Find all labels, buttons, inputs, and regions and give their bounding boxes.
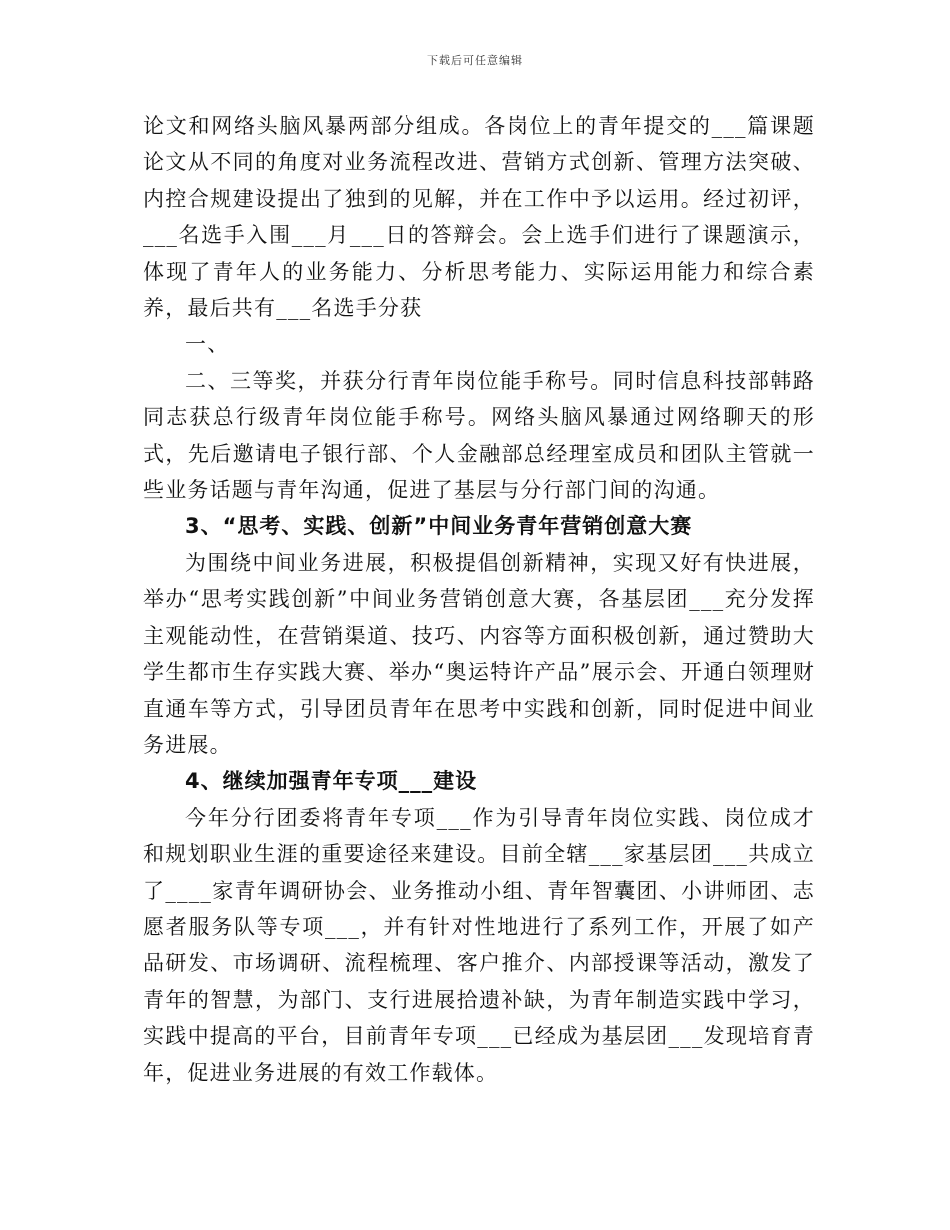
paragraph-awards: 二、三等奖，并获分行青年岗位能手称号。同时信息科技部韩路同志获总行级青年岗位能手称号。网络头脑风暴通过网络聊天的形式，先后邀请电子银行部、个人金融部总经理室成员和团队主管就一些业务话题与青年沟通，促进了基层与分行部门间的沟通。 (143, 368, 815, 503)
list-marker-one: 一、 (185, 332, 230, 357)
paragraph-projects: 今年分行团委将青年专项___作为引导青年岗位实践、岗位成才和规划职业生涯的重要途径来建设。目前全辖___家基层团___共成立了____家青年调研协会、业务推动小组、青年智囊团、小讲师团、志愿者服务队等专项___，并有针对性地进行了系列工作，开展了如产品研发、市场调研、流程梳理、客户推介、内部授课等活动，激发了青年的智慧，为部门、支行进展拾遗补缺，为青年制造实践中学习，实践中提高的平台，目前青年专项___已经成为基层团___发现培育青年，促进业务进展的有效工作载体。 (143, 805, 815, 1085)
paragraph-continued: 论文和网络头脑风暴两部分组成。各岗位上的青年提交的___篇课题论文从不同的角度对业务流程改进、营销方式创新、管理方法突破、内控合规建设提出了独到的见解，并在工作中予以运用。经过初评，___名选手入围___月___日的答辩会。会上选手们进行了课题演示，体现了青年人的业务能力、分析思考能力、实际运用能力和综合素养，最后共有___名选手分获 (143, 114, 815, 321)
header-note: 下载后可任意编辑 (427, 54, 523, 67)
document-body (143, 108, 815, 1091)
section-heading-3: 3、“思考、实践、创新”中间业务青年营销创意大赛 (185, 514, 693, 539)
section-heading-4: 4、继续加强青年专项___建设 (185, 769, 478, 794)
paragraph-contest: 为围绕中间业务进展，积极提倡创新精神，实现又好有快进展，举办“思考实践创新”中间业务营销创意大赛，各基层团___充分发挥主观能动性，在营销渠道、技巧、内容等方面积极创新，通过赞助大学生都市生存实践大赛、举办“奥运特许产品”展示会、开通白领理财直通车等方式，引导团员青年在思考中实践和创新，同时促进中间业务进展。 (143, 550, 815, 757)
